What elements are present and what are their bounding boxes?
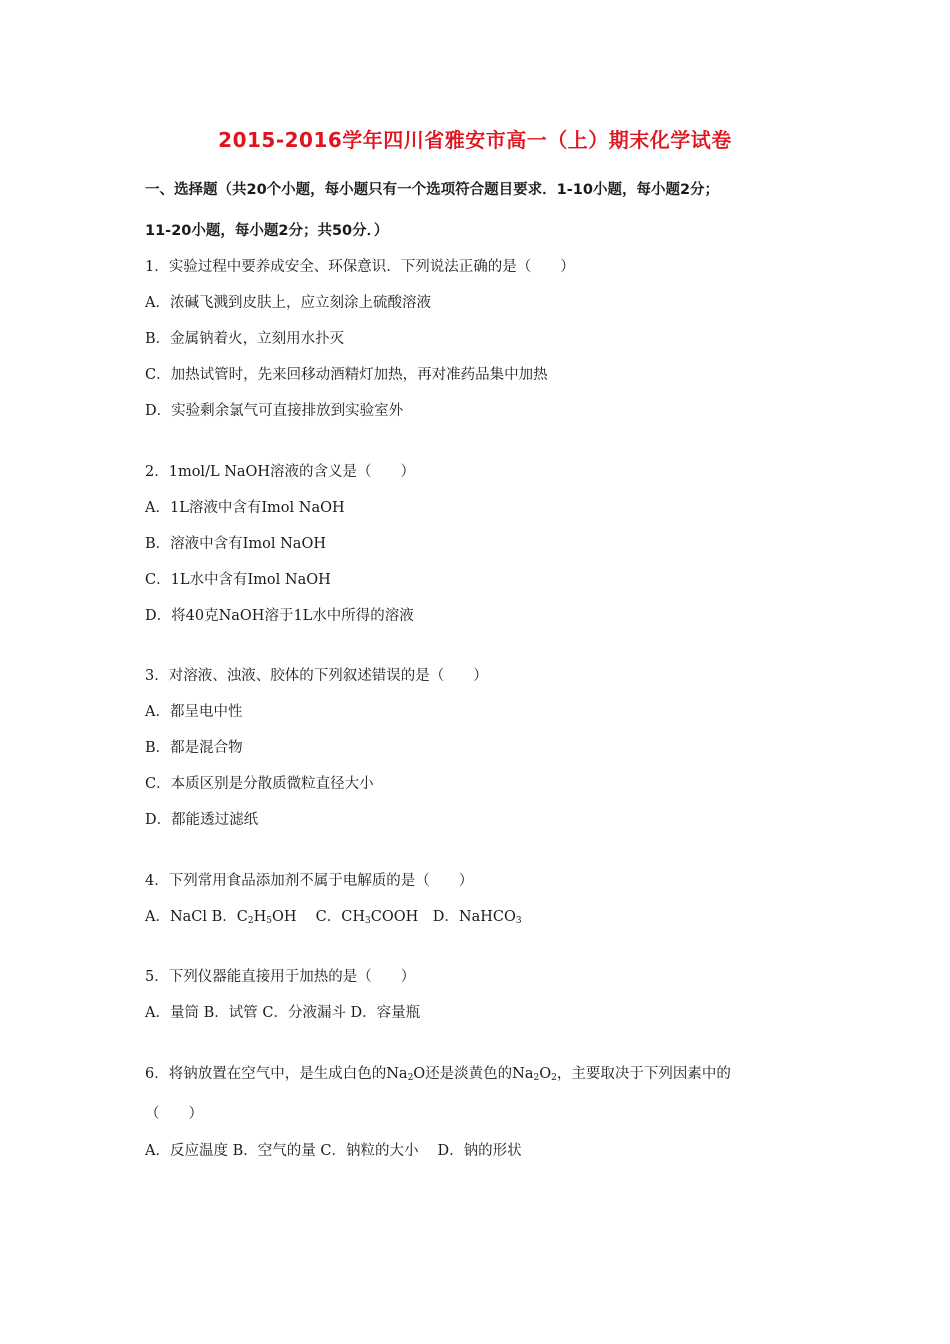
question-1-stem: 1．实验过程中要养成安全、环保意识．下列说法正确的是（ ） <box>145 259 575 275</box>
question-5-stem: 5．下列仪器能直接用于加热的是（ ） <box>145 969 416 985</box>
question-1-option-b: B．金属钠着火，立刻用水扑灭 <box>145 331 345 347</box>
question-2-stem: 2．1mol/L NaOH溶液的含义是（ ） <box>145 464 416 480</box>
section-heading-line1: 一、选择题（共20个小题，每小题只有一个选项符合题目要求．1-10小题，每小题2分； <box>145 182 720 198</box>
question-2-option-b: B．溶液中含有Imol NaOH <box>145 536 326 552</box>
question-3-option-d: D．都能透过滤纸 <box>145 812 259 828</box>
question-1-option-a: A．浓碱飞溅到皮肤上，应立刻涂上硫酸溶液 <box>145 295 431 311</box>
question-2-option-c: C．1L水中含有Imol NaOH <box>145 572 331 588</box>
question-3-option-b: B．都是混合物 <box>145 740 243 756</box>
question-1-option-d: D．实验剩余氯气可直接排放到实验室外 <box>145 403 404 419</box>
page-title: 2015-2016学年四川省雅安市高一（上）期末化学试卷 <box>218 128 732 152</box>
q4-sub-3: 3 <box>365 916 371 926</box>
question-1-option-c: C．加热试管时，先来回移动酒精灯加热，再对准药品集中加热 <box>145 367 548 383</box>
q6-sub-2: 2 <box>533 1073 540 1083</box>
q6-stem-part4: ，主要取决于下列因素中的 <box>556 1066 731 1082</box>
q6-stem-part1: 6．将钠放置在空气中，是生成白色的Na <box>145 1066 408 1082</box>
q6-stem-part3: O <box>539 1066 552 1082</box>
q4-sub-2: 5 <box>266 916 273 926</box>
section-heading-line2: 11-20小题，每小题2分；共50分．） <box>145 223 389 239</box>
question-4-options <box>145 905 522 926</box>
question-3-option-c: C．本质区别是分散质微粒直径大小 <box>145 776 374 792</box>
q4-option-d: COOH D．NaHCO <box>370 909 516 925</box>
question-6-stem-line2: （ ） <box>145 1106 203 1122</box>
q6-sub-3: 2 <box>551 1073 557 1083</box>
q4-option-c: OH C．CH <box>272 909 366 925</box>
question-6-stem <box>145 1062 731 1083</box>
question-2-option-d: D．将40克NaOH溶于1L水中所得的溶液 <box>145 608 414 624</box>
question-2-option-a: A．1L溶液中含有Imol NaOH <box>145 500 345 516</box>
question-3-option-a: A．都呈电中性 <box>145 704 243 720</box>
q4-sub-4: 3 <box>515 916 522 926</box>
question-3-stem: 3．对溶液、浊液、胶体的下列叙述错误的是（ ） <box>145 668 488 684</box>
q6-sub-1: 2 <box>407 1073 414 1083</box>
q4-sub-1: 2 <box>247 916 254 926</box>
q6-stem-part2: O还是淡黄色的Na <box>413 1066 534 1082</box>
question-5-options: A．量筒 B．试管 C．分液漏斗 D．容量瓶 <box>145 1005 421 1021</box>
question-6-options: A．反应温度 B．空气的量 C．钠粒的大小 D．钠的形状 <box>145 1143 522 1159</box>
question-4-stem: 4．下列常用食品添加剂不属于电解质的是（ ） <box>145 873 474 889</box>
q4-option-a-b: A．NaCl B．C <box>145 909 248 925</box>
q4-text-h: H <box>253 909 267 925</box>
